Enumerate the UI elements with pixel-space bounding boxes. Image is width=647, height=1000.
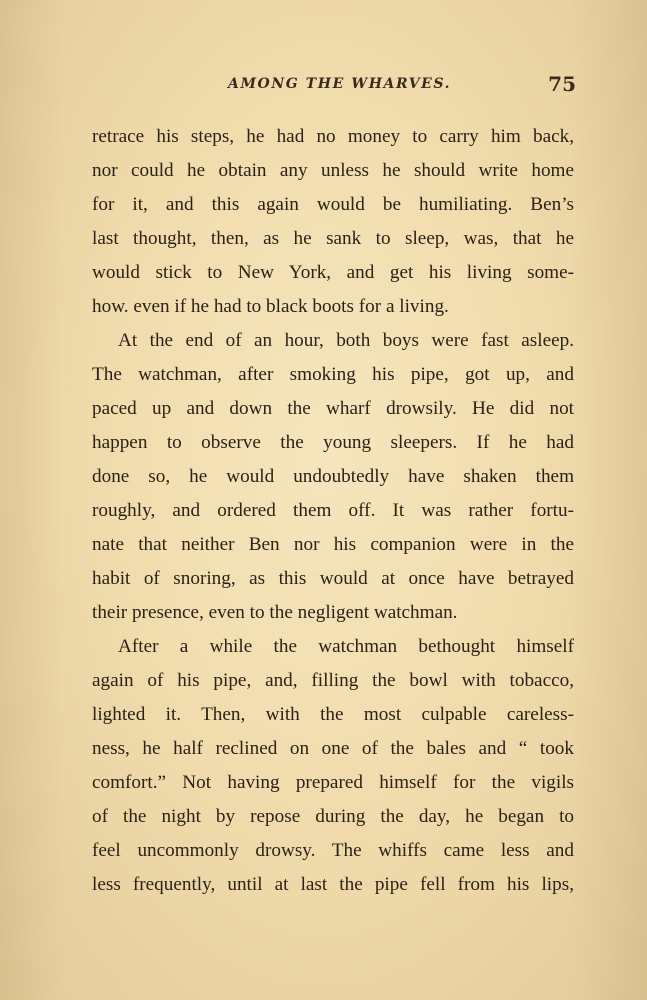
text-line: of the night by repose during the day, he began to <box>92 806 574 827</box>
text-line: paced up and down the wharf drowsily. He did not <box>92 398 574 419</box>
text-line: lighted it. Then, with the most culpable careless- <box>92 704 574 725</box>
page-number: 75 <box>548 72 576 96</box>
text-line: roughly, and ordered them off. It was rather fortu- <box>92 500 574 521</box>
text-line: less frequently, until at last the pipe fell from his lips, <box>92 874 574 895</box>
text-line: again of his pipe, and, filling the bowl with tobacco, <box>92 670 574 691</box>
text-line: retrace his steps, he had no money to carry him back, <box>92 126 574 147</box>
text-line: happen to observe the young sleepers. If he had <box>92 432 574 453</box>
text-line: At the end of an hour, both boys were fast asleep. <box>118 330 574 351</box>
text-line: for it, and this again would be humiliating. Ben’s <box>92 194 574 215</box>
text-line: The watchman, after smoking his pipe, got up, and <box>92 364 574 385</box>
text-line: nate that neither Ben nor his companion were in the <box>92 534 574 555</box>
text-line: After a while the watchman bethought himself <box>118 636 574 657</box>
text-line: habit of snoring, as this would at once have betrayed <box>92 568 574 589</box>
text-line: their presence, even to the negligent watchman. <box>92 602 458 623</box>
text-line: nor could he obtain any unless he should write home <box>92 160 574 181</box>
running-title: AMONG THE WHARVES. <box>228 76 452 92</box>
text-line: ness, he half reclined on one of the bales and “ took <box>92 738 574 759</box>
text-line: feel uncommonly drowsy. The whiffs came less and <box>92 840 574 861</box>
running-head <box>0 72 647 98</box>
text-line: how. even if he had to black boots for a living. <box>92 296 449 317</box>
body-text <box>92 120 574 902</box>
text-line: done so, he would undoubtedly have shaken them <box>92 466 574 487</box>
text-line: comfort.” Not having prepared himself for the vigils <box>92 772 574 793</box>
text-line: last thought, then, as he sank to sleep, was, that he <box>92 228 574 249</box>
text-line: would stick to New York, and get his living some- <box>92 262 574 283</box>
